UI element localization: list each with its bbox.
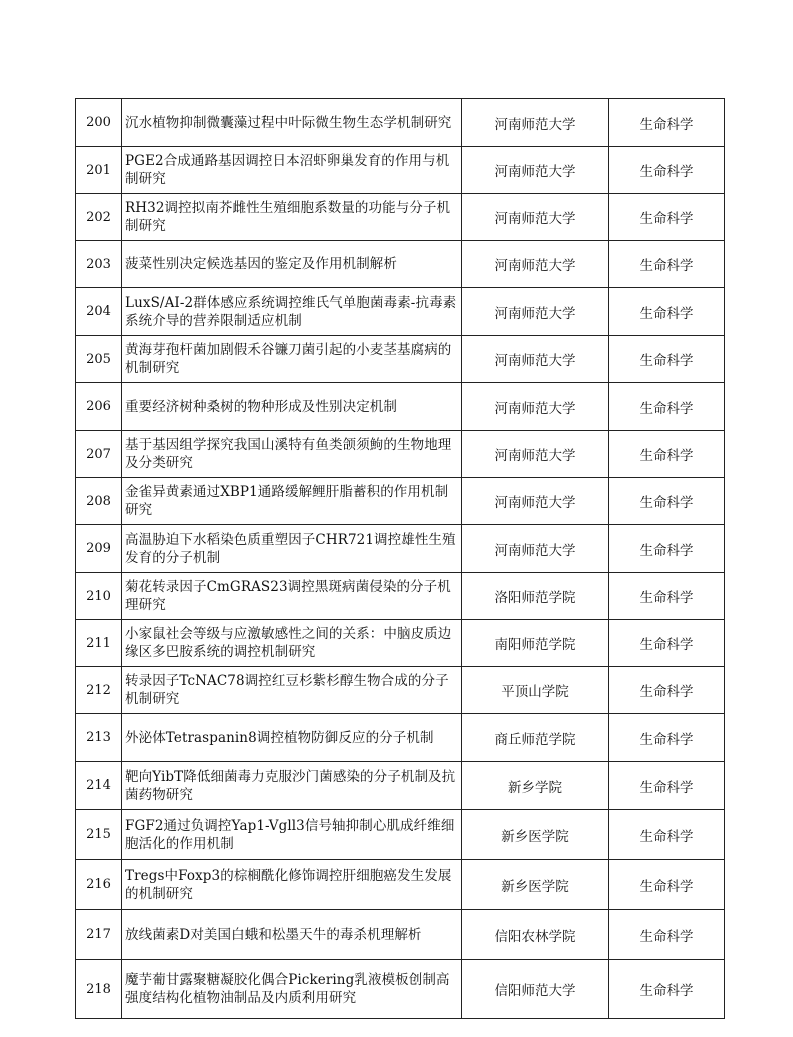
row-number: 211 — [76, 620, 122, 667]
project-title: FGF2通过负调控Yap1-Vgll3信号轴抑制心肌成纤维细胞活化的作用机制 — [122, 810, 462, 860]
table-row — [76, 478, 725, 525]
project-table — [75, 98, 725, 1019]
institution: 河南师范大学 — [462, 99, 609, 147]
row-number: 202 — [76, 194, 122, 241]
table-row — [76, 667, 725, 714]
institution: 新乡医学院 — [462, 860, 609, 910]
row-number: 204 — [76, 288, 122, 336]
discipline: 生命科学 — [609, 147, 725, 194]
table-row — [76, 762, 725, 810]
table-row — [76, 147, 725, 194]
discipline: 生命科学 — [609, 573, 725, 620]
project-title: 基于基因组学探究我国山溪特有鱼类颌须鮈的生物地理及分类研究 — [122, 431, 462, 478]
project-title: 靶向YibT降低细菌毒力克服沙门菌感染的分子机制及抗菌药物研究 — [122, 762, 462, 810]
discipline: 生命科学 — [609, 860, 725, 910]
discipline: 生命科学 — [609, 525, 725, 573]
discipline: 生命科学 — [609, 714, 725, 762]
row-number: 217 — [76, 910, 122, 960]
project-title: 沉水植物抑制微囊藻过程中叶际微生物生态学机制研究 — [122, 99, 462, 147]
row-number: 215 — [76, 810, 122, 860]
project-title: 小家鼠社会等级与应激敏感性之间的关系：中脑皮质边缘区多巴胺系统的调控机制研究 — [122, 620, 462, 667]
institution: 新乡医学院 — [462, 810, 609, 860]
discipline: 生命科学 — [609, 478, 725, 525]
project-title: LuxS/AI-2群体感应系统调控维氏气单胞菌毒素-抗毒素系统介导的营养限制适应机制 — [122, 288, 462, 336]
discipline: 生命科学 — [609, 910, 725, 960]
project-title: 黄海芽孢杆菌加剧假禾谷镰刀菌引起的小麦茎基腐病的机制研究 — [122, 336, 462, 383]
table-row — [76, 525, 725, 573]
institution: 河南师范大学 — [462, 383, 609, 431]
discipline: 生命科学 — [609, 288, 725, 336]
table-row — [76, 431, 725, 478]
table-row — [76, 620, 725, 667]
institution: 河南师范大学 — [462, 525, 609, 573]
table-row — [76, 288, 725, 336]
row-number: 207 — [76, 431, 122, 478]
row-number: 201 — [76, 147, 122, 194]
discipline: 生命科学 — [609, 667, 725, 714]
discipline: 生命科学 — [609, 194, 725, 241]
row-number: 203 — [76, 241, 122, 288]
table-row — [76, 99, 725, 147]
table-row — [76, 383, 725, 431]
table-row — [76, 241, 725, 288]
table-row — [76, 714, 725, 762]
institution: 平顶山学院 — [462, 667, 609, 714]
table-body — [76, 99, 725, 1019]
institution: 信阳农林学院 — [462, 910, 609, 960]
project-title: 外泌体Tetraspanin8调控植物防御反应的分子机制 — [122, 714, 462, 762]
row-number: 205 — [76, 336, 122, 383]
institution: 洛阳师范学院 — [462, 573, 609, 620]
table-row — [76, 910, 725, 960]
project-title: 高温胁迫下水稻染色质重塑因子CHR721调控雄性生殖发育的分子机制 — [122, 525, 462, 573]
project-title: 转录因子TcNAC78调控红豆杉紫杉醇生物合成的分子机制研究 — [122, 667, 462, 714]
project-title: 重要经济树种桑树的物种形成及性别决定机制 — [122, 383, 462, 431]
row-number: 200 — [76, 99, 122, 147]
project-title: Tregs中Foxp3的棕榈酰化修饰调控肝细胞癌发生发展的机制研究 — [122, 860, 462, 910]
project-title: PGE2合成通路基因调控日本沼虾卵巢发育的作用与机制研究 — [122, 147, 462, 194]
discipline: 生命科学 — [609, 241, 725, 288]
institution: 信阳师范大学 — [462, 960, 609, 1019]
institution: 河南师范大学 — [462, 431, 609, 478]
table-row — [76, 860, 725, 910]
table-row — [76, 336, 725, 383]
discipline: 生命科学 — [609, 960, 725, 1019]
row-number: 216 — [76, 860, 122, 910]
discipline: 生命科学 — [609, 383, 725, 431]
institution: 河南师范大学 — [462, 288, 609, 336]
row-number: 209 — [76, 525, 122, 573]
row-number: 206 — [76, 383, 122, 431]
project-title: 菠菜性别决定候选基因的鉴定及作用机制解析 — [122, 241, 462, 288]
institution: 河南师范大学 — [462, 336, 609, 383]
discipline: 生命科学 — [609, 336, 725, 383]
discipline: 生命科学 — [609, 620, 725, 667]
row-number: 213 — [76, 714, 122, 762]
row-number: 212 — [76, 667, 122, 714]
institution: 河南师范大学 — [462, 241, 609, 288]
project-title: 菊花转录因子CmGRAS23调控黑斑病菌侵染的分子机理研究 — [122, 573, 462, 620]
institution: 南阳师范学院 — [462, 620, 609, 667]
row-number: 218 — [76, 960, 122, 1019]
row-number: 208 — [76, 478, 122, 525]
project-title: 魔芋葡甘露聚糖凝胶化偶合Pickering乳液模板创制高强度结构化植物油制品及内质利用研究 — [122, 960, 462, 1019]
institution: 新乡学院 — [462, 762, 609, 810]
institution: 河南师范大学 — [462, 194, 609, 241]
row-number: 210 — [76, 573, 122, 620]
project-title: 金雀异黄素通过XBP1通路缓解鲤肝脂蓄积的作用机制研究 — [122, 478, 462, 525]
table-row — [76, 960, 725, 1019]
discipline: 生命科学 — [609, 431, 725, 478]
project-title: RH32调控拟南芥雌性生殖细胞系数量的功能与分子机制研究 — [122, 194, 462, 241]
discipline: 生命科学 — [609, 810, 725, 860]
project-title: 放线菌素D对美国白蛾和松墨天牛的毒杀机理解析 — [122, 910, 462, 960]
discipline: 生命科学 — [609, 99, 725, 147]
institution: 河南师范大学 — [462, 478, 609, 525]
table-row — [76, 810, 725, 860]
discipline: 生命科学 — [609, 762, 725, 810]
institution: 商丘师范学院 — [462, 714, 609, 762]
institution: 河南师范大学 — [462, 147, 609, 194]
row-number: 214 — [76, 762, 122, 810]
table-row — [76, 194, 725, 241]
table-row — [76, 573, 725, 620]
